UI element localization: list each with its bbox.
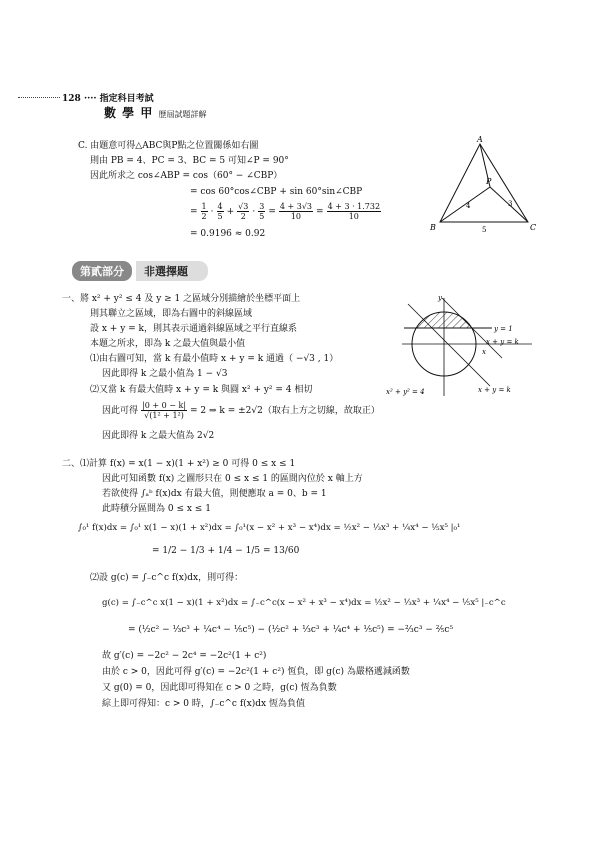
label-x: x [482, 348, 486, 356]
q2-line7: ⑵設 g(c) = ∫₋c^c f(x)dx，則可得： [90, 573, 244, 583]
q2-line1: 二、⑴計算 f(x) = x(1 − x)(1 + x²) ≥ 0 可得 0 ≤ x ≤ 1 [62, 459, 296, 469]
partC-line3: 因此所求之 cos∠ABP = cos（60° − ∠CBP） [90, 171, 283, 181]
q1-line6: 因此即得 k 之最小值為 1 − √3 [102, 369, 228, 379]
frac-2: $\frac{4}{5}$ [217, 202, 223, 221]
edge-5: 5 [482, 226, 487, 234]
label-C: C [530, 223, 537, 232]
subject-title [104, 104, 207, 121]
frac-5: $\frac{4 + 3√3}{10}$ [279, 202, 313, 221]
partC-line4: = cos 60°cos∠CBP + sin 60°sin∠CBP [190, 187, 363, 197]
subject-subtitle: 歷屆試題詳解 [158, 110, 207, 119]
edge-4: 4 [466, 202, 471, 210]
q1-line9: 因此即得 k 之最大值為 2√2 [102, 431, 215, 441]
banner-type: 非選擇題 [136, 261, 208, 281]
q2-line12: 又 g(0) = 0，因此即可得知在 c > 0 之時，g(c) 恆為負數 [102, 683, 337, 693]
page-header [62, 91, 154, 104]
q1-line5: ⑴由右圖可知，當 k 有最小值時 x + y = k 通過（ −√3 , 1） [90, 354, 339, 364]
label-A: A [477, 135, 483, 144]
q1-line1: 一、將 x² + y² ≤ 4 及 y ≥ 1 之區域分別描繪於坐標平面上 [62, 294, 301, 304]
plus-op: + [226, 206, 235, 217]
eq-op: = [268, 206, 276, 217]
q1-line7: ⑵又當 k 有最大值時 x + y = k 與圓 x² + y² = 4 相切 [90, 385, 313, 395]
q1-distance-frac: $\frac{|0 + 0 - k|}{\text{√(1² + 1²)}}$ [142, 401, 187, 420]
triangle-diagram [428, 134, 558, 236]
label-xyk-2: x + y = k [478, 386, 511, 394]
partC-line6: = 0.9196 ≈ 0.92 [190, 229, 266, 239]
header-dots [18, 97, 60, 98]
q2-line3: 若欲使得 ∫ₐᵇ f(x)dx 有最大值，則便應取 a = 0、b = 1 [102, 489, 327, 499]
dot-op-2: · [252, 206, 256, 217]
q1-line8 [102, 401, 380, 420]
subject-label: 數 學 甲 [104, 106, 154, 120]
q1-line2: 則其聯立之區域，即為右圖中的斜線區域 [90, 309, 253, 319]
q1-line8-prefix: 因此可得 [102, 405, 139, 416]
q2-line9: = (½c² − ⅓c³ + ¼c⁴ − ⅕c⁵) − (½c² + ⅓c³ + ¼c⁴ + ⅕c⁵) = −⅔c³ − ⅖c⁵ [128, 625, 454, 635]
label-P: P [486, 177, 492, 186]
circle-diagram [382, 292, 542, 402]
q2-line4: 此時積分區間為 0 ≤ x ≤ 1 [102, 504, 211, 514]
banner-part: 第貳部分 [72, 261, 132, 281]
q1-line4: 本題之所求，即為 k 之最大值與最小值 [90, 339, 246, 349]
frac-6: $\frac{4 + 3 \cdot 1.732}{10}$ [327, 202, 381, 221]
q2-line10: 故 g′(c) = −2c² − 2c⁴ = −2c²(1 + c²) [102, 651, 267, 661]
label-y1: y = 1 [494, 325, 513, 333]
partC-line5 [190, 202, 381, 221]
q1-line8-suffix: = 2 ⇒ k = ±2√2（取右上方之切線，故取正） [190, 405, 380, 416]
frac-1: $\frac{1}{2}$ [201, 202, 207, 221]
eq-sign: = [190, 206, 198, 217]
q2-line5: ∫₀¹ f(x)dx = ∫₀¹ x(1 − x)(1 + x²)dx = ∫₀¹(x − x² + x³ − x⁴)dx = ½x² − ⅓x³ + ¼x⁴ − ⅕x⁵ |₀¹ [78, 523, 461, 533]
frac-3: $\frac{√3}{2}$ [238, 202, 249, 221]
header-dots-inline: ···· [83, 94, 97, 104]
label-B: B [430, 223, 436, 232]
q2-line11: 由於 c > 0，因此可得 g′(c) = −2c²(1 + c²) 恆負，即 g(c) 為嚴格遞減函數 [102, 667, 410, 677]
partC-line1: C. 由題意可得△ABC與P點之位置關係如右圖 [78, 141, 259, 151]
label-y: y [438, 294, 442, 302]
edge-3: 3 [508, 200, 513, 208]
q2-line6: = 1/2 − 1/3 + 1/4 − 1/5 = 13/60 [152, 546, 300, 556]
dot-op: · [210, 206, 214, 217]
q2-line13: 綜上即可得知：c > 0 時，∫₋c^c f(x)dx 恆為負值 [102, 699, 305, 709]
label-circle: x² + y² = 4 [386, 388, 425, 396]
exam-title: 指定科目考試 [99, 94, 154, 104]
partC-line2: 則由 PB = 4、PC = 3、BC = 5 可知∠P = 90° [90, 156, 289, 166]
frac-4: $\frac{3}{5}$ [259, 202, 265, 221]
q2-line2: 因此可知函數 f(x) 之圖形只在 0 ≤ x ≤ 1 的區間內位於 x 軸上方 [102, 474, 363, 484]
q2-line8: g(c) = ∫₋c^c x(1 − x)(1 + x²)dx = ∫₋c^c(x − x² + x³ − x⁴)dx = ½x² − ⅓x³ + ¼x⁴ − ⅕x⁵ |₋c^c [102, 598, 506, 608]
segment-bp [440, 187, 490, 222]
eq-op-2: = [316, 206, 324, 217]
section-banner [72, 262, 208, 280]
q1-line3: 設 x + y = k，則其表示通過斜線區域之平行直線系 [90, 324, 298, 334]
label-xyk-1: x + y = k [486, 338, 519, 346]
page-number: 128 [62, 94, 81, 104]
